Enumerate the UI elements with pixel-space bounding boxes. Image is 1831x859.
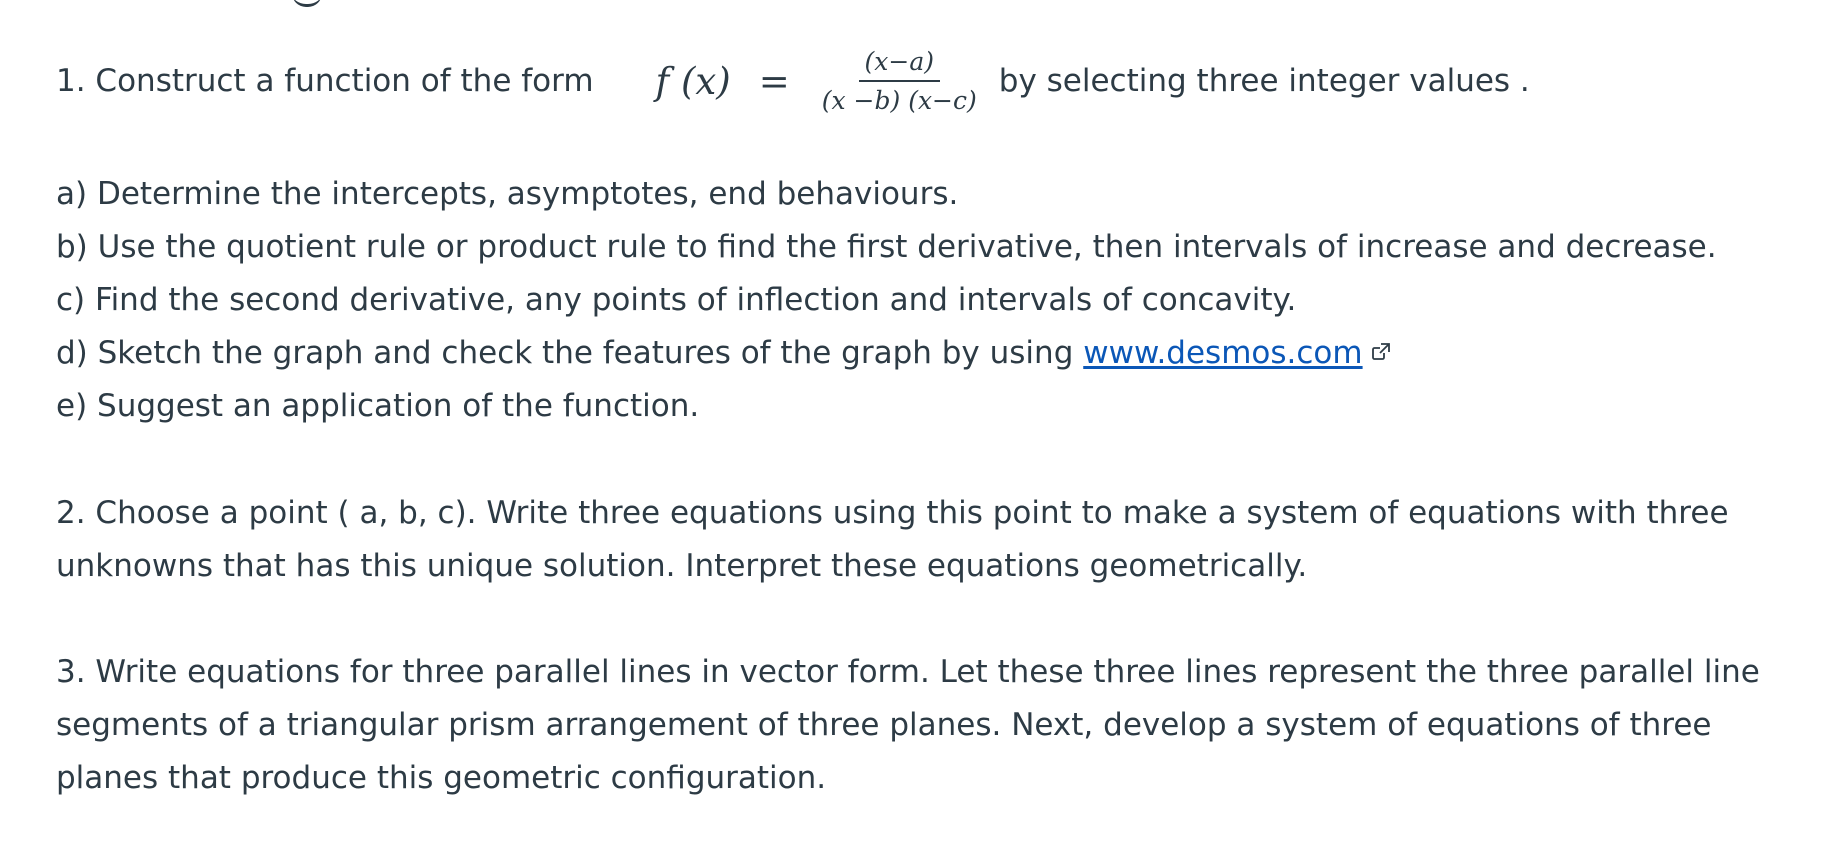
external-link-icon[interactable]	[1371, 326, 1391, 379]
function-formula	[656, 47, 983, 115]
question-1-statement	[56, 36, 1530, 126]
question-2: 2. Choose a point ( a, b, c). Write three equations using this point to make a system of equations with three unknowns that has this unique solution. Interpret these equations geometrically.	[56, 495, 1729, 584]
fraction-denominator: (x −b) (x−c)	[821, 86, 977, 115]
part-d	[56, 327, 1717, 380]
equals-sign: =	[758, 59, 790, 103]
part-a: a) Determine the intercepts, asymptotes, end behaviours.	[56, 176, 959, 212]
part-c: c) Find the second derivative, any points of inflection and intervals of concavity.	[56, 282, 1297, 318]
part-e: e) Suggest an application of the function.	[56, 388, 700, 424]
question-3: 3. Write equations for three parallel lines in vector form. Let these three lines represent the three parallel line segments of a triangular prism arrangement of three planes. Next, develop a system of equations of three planes that produce this geometric configuration.	[56, 654, 1760, 796]
function-lhs: f (x)	[655, 59, 731, 103]
cropped-heading-fragment	[292, 0, 322, 7]
question-1-tail: by selecting three integer values .	[998, 63, 1530, 99]
question-1-intro: 1. Construct a function of the form	[56, 63, 594, 99]
desmos-link[interactable]: www.desmos.com	[1083, 335, 1363, 371]
part-b: b) Use the quotient rule or product rule to find the first derivative, then intervals of increase and decrease.	[56, 229, 1717, 265]
question-1-parts	[56, 168, 1717, 433]
fraction-numerator: (x−a)	[859, 47, 940, 82]
part-d-text: d) Sketch the graph and check the features of the graph by using	[56, 335, 1074, 371]
rational-fraction	[816, 47, 983, 115]
